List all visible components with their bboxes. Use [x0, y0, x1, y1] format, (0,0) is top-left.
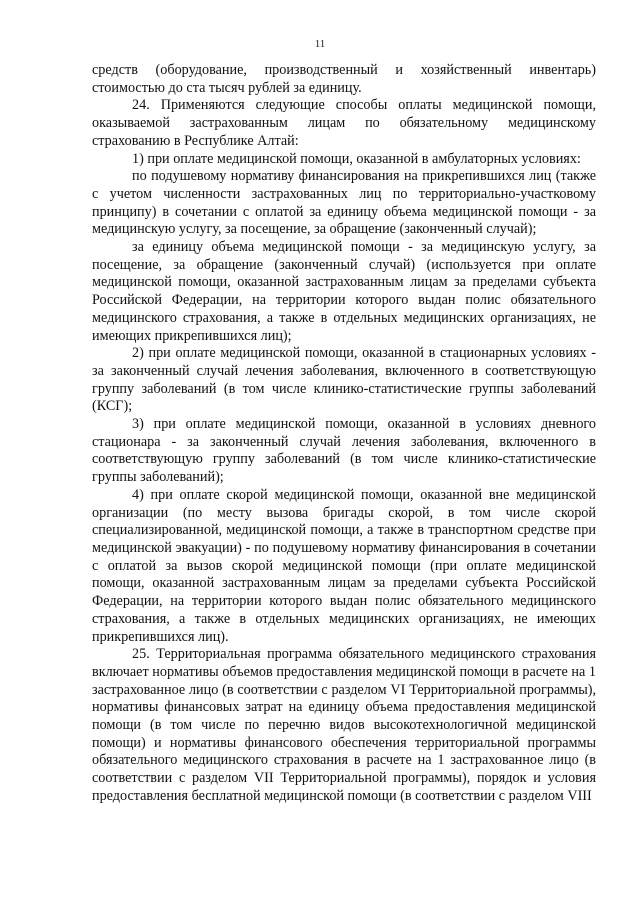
paragraph-subitem-1: 1) при оплате медицинской помощи, оказанной в амбулаторных условиях:	[132, 150, 581, 167]
paragraph-subitem-3: 3) при оплате медицинской помощи, оказанной в условиях дневного стационара - за законченный случай лечения заболевания, включенного в соответствующую группу заболеваний (в том числе клинико-статистические группы заболеваний);	[92, 416, 596, 486]
paragraph-per-capita: по подушевому нормативу финансирования на прикрепившихся лиц (также с учетом численности застрахованных лиц по территориально-участковому принципу) в сочетании с оплатой за единицу объема медицинской помощи - за медицинскую услугу, за посещение, за обращение (законченный случай);	[92, 168, 596, 238]
paragraph-item-25: 25. Территориальная программа обязательного медицинского страхования включает нормативы объемов предоставления медицинской помощи в расчете на 1 застрахованное лицо (в соответствии с разделом VI Территориальной программы), нормативы финансовых затрат на единицу объема предоставления медицинской помощи (в том числе по перечню видов высокотехнологичной медицинской помощи) и нормативы финансового обеспечения территориальной программы обязательного медицинского страхования в расчете на 1 застрахованное лицо (в соответствии с разделом VII Территориальной программы), порядок и условия предоставления бесплатной медицинской помощи (в соответствии с разделом VIII	[92, 646, 596, 804]
paragraph-per-unit: за единицу объема медицинской помощи - за медицинскую услугу, за посещение, за обращение (законченный случай) (используется при оплате медицинской помощи, оказанной застрахованным лицам за пределами субъекта Российской Федерации, на территории которого выдан полис обязательного медицинского страхования, а также в отдельных медицинских организациях, не имеющих прикрепившихся лиц);	[92, 239, 596, 344]
document-body	[92, 62, 596, 806]
paragraph-subitem-4: 4) при оплате скорой медицинской помощи, оказанной вне медицинской организации (по месту вызова бригады скорой, в том числе скорой специализированной, медицинской помощи, а также в транспортном средстве при медицинской эвакуации) - по подушевому нормативу финансирования в сочетании с оплатой за вызов скорой медицинской помощи (при оплате медицинской помощи, оказанной застрахованным лицам за пределами субъекта Российской Федерации, на территории которого выдан полис обязательного медицинского страхования, а также в отдельных медицинских организациях, не имеющих прикрепившихся лиц).	[92, 486, 596, 645]
paragraph-subitem-2: 2) при оплате медицинской помощи, оказанной в стационарных условиях - за законченный случай лечения заболевания, включенного в соответствующую группу заболеваний (в том числе клинико-статистические группы заболеваний (КСГ);	[92, 345, 596, 415]
paragraph-item-24: 24. Применяются следующие способы оплаты медицинской помощи, оказываемой застрахованным лицам по обязательному медицинскому страхованию в Республике Алтай:	[92, 97, 596, 149]
page-number: 11	[314, 38, 326, 50]
paragraph-continuation: средств (оборудование, производственный и хозяйственный инвентарь) стоимостью до ста тысяч рублей за единицу.	[92, 62, 596, 96]
